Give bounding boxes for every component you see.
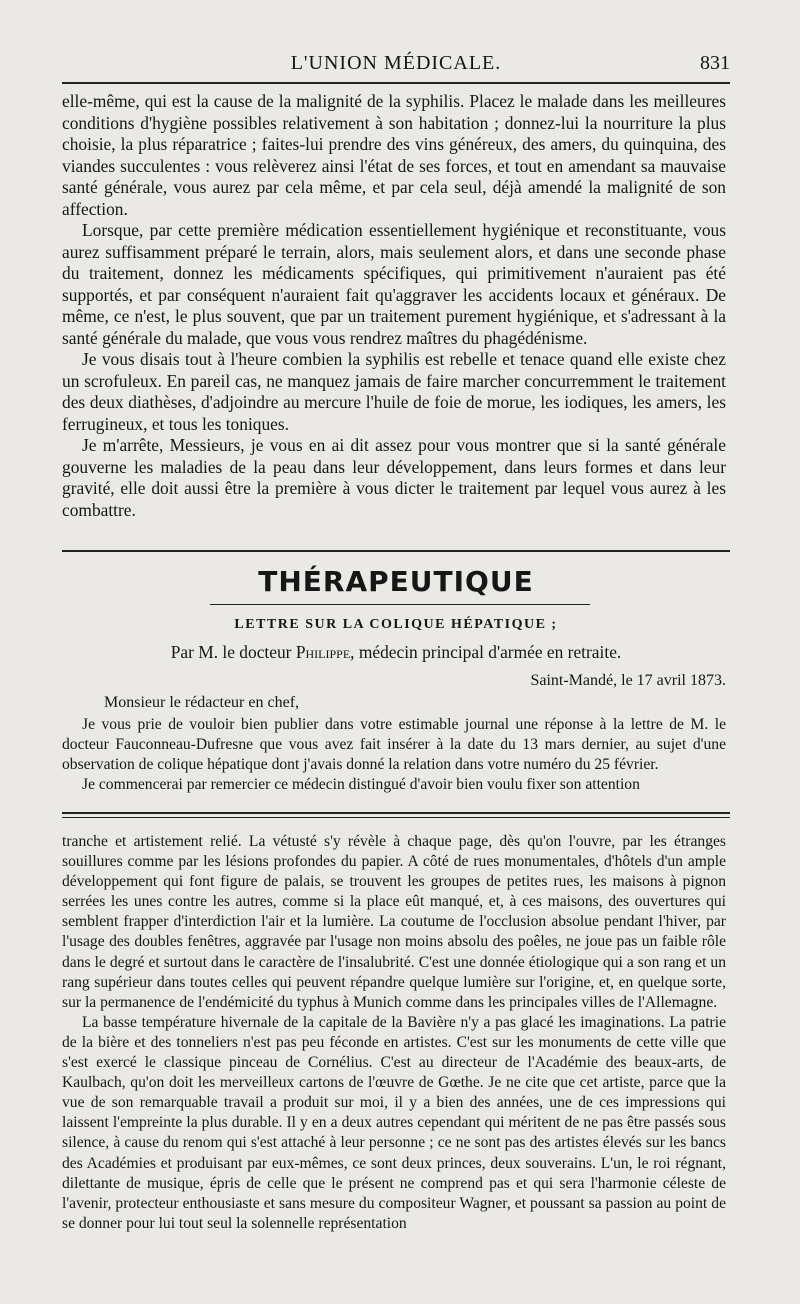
byline-author: Philippe [295,642,351,662]
paragraph: Lorsque, par cette première médication essentiellement hygiénique et reconstituante, vous aurez suffisamment préparé le terrain, alors, mais seulement alors, et dans une seconde phase du traitement, donnez les médicaments spécifiques, qui primitivement n'auraient pas été supportés, et par conséquent n'auraient fait qu'aggraver les accidents locaux et généraux. De même, ce n'est, le plus souvent, que par un traitement purement hygiénique, et s'adressant à la santé générale du malade, que vous vous rendrez maîtres du phagédénisme. [62,220,726,348]
paragraph: Je m'arrête, Messieurs, je vous en ai dit assez pour vous montrer que si la santé générale gouverne les maladies de la peau dans leur développement, dans leurs formes et dans leur gravité, elle doit aussi être la première à vous dicter le traitement par lequel vous aurez à les combattre. [62,435,726,520]
article-title: LETTRE SUR LA COLIQUE HÉPATIQUE ; [234,617,558,632]
running-title: L'UNION MÉDICALE. [290,52,502,74]
paragraph: Je commencerai par remercier ce médecin distingué d'avoir bien voulu fixer son attention [82,776,640,794]
paragraph: Je vous disais tout à l'heure combien la syphilis est rebelle et tenace quand elle existe chez un scrofuleux. En pareil cas, ne manquez jamais de faire marcher concurremment le traitement des deux diathèses, d'adjoindre au mercure l'huile de foie de morue, les iodiques, les amers, les ferrugineux, et tous les toniques. [62,349,726,434]
feuilleton-divider-rule [62,812,730,818]
running-head [62,52,730,76]
byline-suffix: , médecin principal d'armée en retraite. [350,642,622,662]
page-number: 831 [700,52,730,74]
salutation: Monsieur le rédacteur en chef, [104,694,300,711]
paragraph: Je vous prie de vouloir bien publier dans votre estimable journal une réponse à la lettre de M. le docteur Fauconneau-Dufresne que vous avez fait insérer à la date du 13 mars dernier, au sujet d'une observation de colique hépatique dont j'avais donné la relation dans votre numéro du 25 février. [62,716,726,774]
paragraph: elle-même, qui est la cause de la malignité de la syphilis. Placez le malade dans les meilleures conditions d'hygiène possibles relativement à son habitation ; donnez-lui la nourriture la plus choisie, la plus réparatrice ; faites-lui prendre des vins généreux, des amers, du quinquina, des viandes succulentes : vous relèverez ainsi l'état de ses forces, et tout en amendant sa mauvaise santé générale, vous aurez par cela même, et par cela seul, déjà amendé la malignité de son affection. [62,91,726,219]
main-column-top [62,91,726,521]
section-divider-rule [62,550,730,552]
feuilleton-column [62,832,726,1234]
dateline: Saint-Mandé, le 17 avril 1873. [530,672,726,689]
title-underline-rule [210,604,590,605]
header-rule [62,82,730,84]
paragraph: tranche et artistement relié. La vétusté s'y révèle à chaque page, dès qu'on l'ouvre, par les étranges souillures comme par les lésions profondes du papier. A côté de rues monumentales, d'hôtels d'un ample développement qui font figure de palais, se trouvent les groupes de petites rues, les maisons à pignon serrées les unes contre les autres, comme si la place eût manqué, et, à ces maisons, des ouvertures qui semblent frapper d'interdiction l'air et la lumière. La coutume de l'occlusion absolue pendant l'hiver, par l'usage des doubles fenêtres, aggravée par l'usage non moins absolu des poêles, ne joue pas un faible rôle dans le degré et surtout dans le caractère de l'insalubrité. C'est une donnée étiologique qui a son rang et un rang supérieur dans toutes celles qui peuvent répandre quelque lumière sur l'origine, et, en quelque sorte, sur la permanence de l'endémicité du typhus à Munich comme dans les principales villes de l'Allemagne. [62,833,726,1011]
letter-body [62,715,726,795]
paragraph: La basse température hivernale de la capitale de la Bavière n'y a pas glacé les imaginations. La patrie de la bière et des tonneliers n'est pas peu féconde en artistes. C'est sur les monuments de cette ville que s'est exercé le classique pinceau de Cornélius. C'est au directeur de l'Académie des beaux-arts, de Kaulbach, qu'on doit les merveilleux cartons de l'œuvre de Gœthe. Je ne cite que cet artiste, parce que la vue de son remarquable travail a produit sur moi, il y a bien des années, une de ces impressions qui laissent l'empreinte la plus durable. Il y en a deux autres cependant qui méritent de ne pas être passés sous silence, à cause du renom qui s'est attaché à leur personne ; ce ne sont pas des artistes élevés sur les bancs des Académies et produisant par eux-mêmes, ce sont deux princes, deux souverains. L'un, le roi régnant, dilettante de musique, épris de celle que le présent ne comprend pas et qui sera l'harmonie céleste de l'avenir, protecteur enthousiaste et sans mesure du compositeur Wagner, et poussant sa passion au point de se donner pour lui tout seul la solennelle représentation [62,1013,726,1232]
byline-prefix: Par M. le docteur [170,642,296,662]
byline [62,642,730,663]
section-title: THÉRAPEUTIQUE [258,565,534,598]
